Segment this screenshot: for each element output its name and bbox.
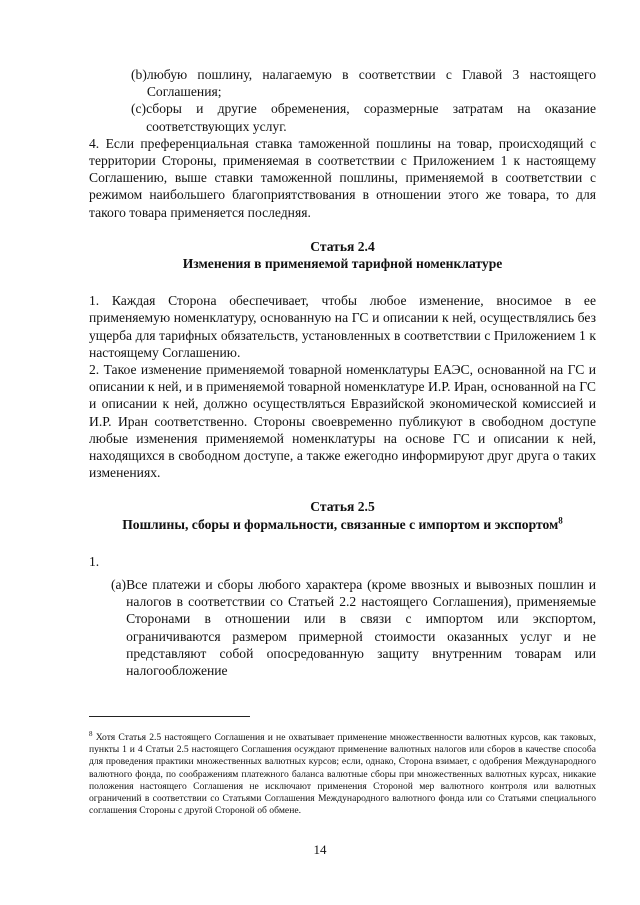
paragraph-4: 4. Если преференциальная ставка таможенной пошлины на товар, происходящий с территории Стороны, применяемая в соответствии с Приложением 1 к настоящему Соглашению, выше ставки таможенной пошлины, применяемой в соответствии с режимом наибольшего благоприятствования в отношении этого же товара, то для такого товара применяется последняя. xyxy=(89,135,596,220)
article-2-5-paragraph-1-label: 1. xyxy=(89,553,100,569)
list-item-text: Все платежи и сборы любого характера (кроме ввозных и вывозных пошлин и налогов в соответствии со Статьей 2.2 настоящего Соглашения), применяемые Сторонами в отношении или в связи с импортом или экспортом, ограничиваются размером примерной стоимости оказанных услуг и не представляют собой опосредованную защиту внутренним товарам или налогообложение xyxy=(126,577,596,679)
list-item-label: (a) xyxy=(111,577,127,593)
main-text xyxy=(89,66,596,679)
article-2-5-title-text: Пошлины, сборы и формальности, связанные с импортом и экспортом xyxy=(122,516,559,532)
footnote-mark: 8 xyxy=(89,729,93,738)
article-2-4-paragraph-1: 1. Каждая Сторона обеспечивает, чтобы любое изменение, вносимое в ее применяемую номенклатуру, основанную на ГС и описании к ней, осуществлялись без ущерба для тарифных обязательств, установленных в соответствии с Приложением 1 к настоящему Соглашению. xyxy=(89,293,596,360)
footnote xyxy=(89,729,596,817)
list-item-label: (b) xyxy=(131,67,147,82)
list-item-text: сборы и другие обременения, соразмерные затратам на оказание соответствующих услуг. xyxy=(146,101,596,134)
list-item-c xyxy=(89,100,596,134)
list-item-text: любую пошлину, налагаемую в соответствии с Главой 3 настоящего Соглашения; xyxy=(146,67,596,100)
list-item-a xyxy=(89,576,596,679)
article-2-4-paragraph-2: 2. Такое изменение применяемой товарной номенклатуры ЕАЭС, основанной на ГС и описании к ней, и в применяемой товарной номенклатуре И.Р. Иран, основанной на ГС и описании к ней, должно осуществляться Евразийской экономической комиссией и И.Р. Иран соответственно. Стороны своевременно публикуют в свободном доступе любые изменения применяемой номенклатуры на основе ГС и описании к ней, находящихся в свободном доступе, а также ежегодно информируют друг друга о таких изменениях. xyxy=(89,362,596,481)
list-item-b xyxy=(89,66,596,100)
article-2-4-title: Изменения в применяемой тарифной номенклатуре xyxy=(182,256,503,272)
footnote-text: Хотя Статья 2.5 настоящего Соглашения и не охватывает применение множественности валютных курсов, как таковых, пункты 1 и 4 Статьи 2.5 настоящего Соглашения осуждают применение валютных налогов или сборов в качестве способа для проведения практики множественных валютных курсов; если, однако, Сторона взимает, с одобрения Международного валютного фонда, по соображениям платежного баланса валютные сборы при множественных валютных курсах, никакие положения настоящего Соглашения не исключают применения Стороной мер валютного контроля или валютных ограничений в соответствии со Статьями Соглашения Международного валютного фонда или со Статьями специального соглашения Стороны с другой Стороной об обмене. xyxy=(89,732,596,817)
article-2-4-number: Статья 2.4 xyxy=(310,238,375,254)
article-2-5-title xyxy=(89,516,596,533)
page-number: 14 xyxy=(313,842,327,857)
footnote-separator xyxy=(89,716,250,717)
article-2-5-number: Статья 2.5 xyxy=(310,499,375,515)
footnote-reference[interactable]: 8 xyxy=(558,515,563,526)
list-item-label: (c) xyxy=(131,101,147,117)
